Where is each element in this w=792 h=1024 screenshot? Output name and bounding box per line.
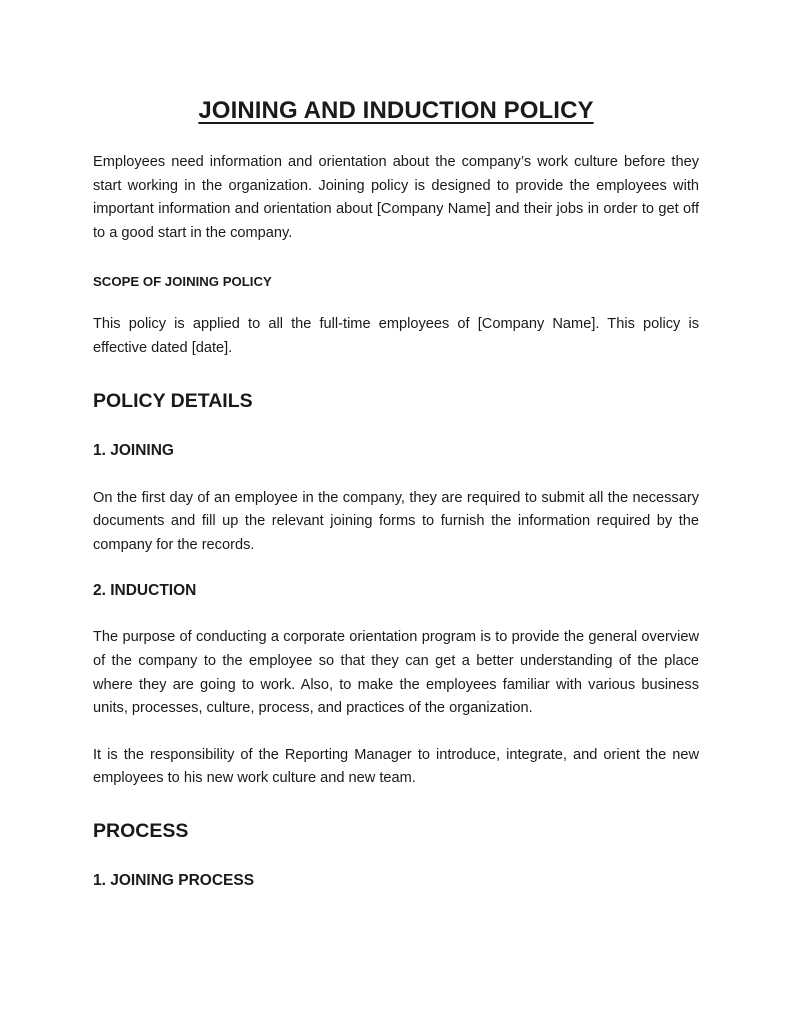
joining-paragraph: On the first day of an employee in the company, they are required to submit all the necessary documents and fill up the relevant joining forms to furnish the information required by the company for the records. [93, 489, 699, 553]
document-title: JOINING AND INDUCTION POLICY [198, 97, 594, 124]
intro-paragraph: Employees need information and orientation about the company’s work culture before they start working in the organization. Joining policy is designed to provide the employees with important information and orientation about [Company Name] and their jobs in order to get off to a good start in the company. [93, 154, 699, 241]
induction-heading: 2. INDUCTION [93, 582, 197, 600]
joining-heading: 1. JOINING [93, 441, 174, 459]
process-heading: PROCESS [93, 819, 189, 842]
induction-paragraph-1: The purpose of conducting a corporate orientation program is to provide the general overview of the company to the employee so that they can get a better understanding of the place where they are going to work. Also, to make the employees familiar with various business units, processes, culture, process, and practices of the organization. [93, 629, 699, 717]
scope-paragraph: This policy is applied to all the full-time employees of [Company Name]. This policy is effective dated [date]. [93, 316, 699, 356]
joining-process-heading: 1. JOINING PROCESS [93, 871, 255, 889]
policy-details-heading: POLICY DETAILS [93, 389, 253, 412]
induction-paragraph-2: It is the responsibility of the Reporting Manager to introduce, integrate, and orient the new employees to his new work culture and new team. [93, 746, 699, 787]
scope-heading: SCOPE OF JOINING POLICY [93, 274, 272, 290]
